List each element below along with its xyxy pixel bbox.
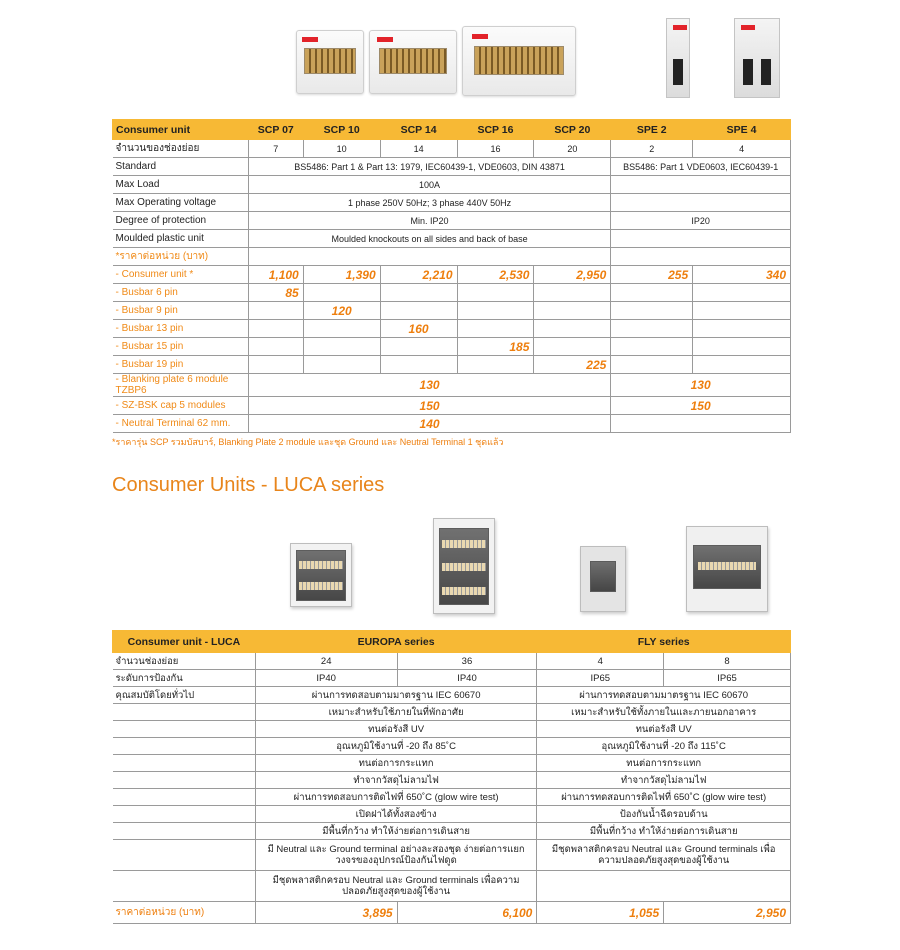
row-label-protection: Degree of protection <box>113 212 249 230</box>
cell: อุณหภูมิใช้งานที่ -20 ถึง 115˚C <box>537 738 791 755</box>
cell: 14 <box>380 140 457 158</box>
cell: เปิดฝาได้ทั้งสองข้าง <box>255 806 537 823</box>
luca-spec-table <box>112 630 791 924</box>
row-label-features: คุณสมบัติโดยทั่วไป <box>113 687 256 704</box>
table-row <box>113 840 791 871</box>
table-row <box>113 230 791 248</box>
price-cell: 6,100 <box>397 902 537 924</box>
cell: IP65 <box>664 670 791 687</box>
cell: เหมาะสำหรับใช้ทั้งภายในและภายนอกอาคาร <box>537 704 791 721</box>
cell <box>248 338 303 356</box>
cell: ผ่านการทดสอบตามมาตรฐาน IEC 60670 <box>255 687 537 704</box>
table-row <box>113 176 791 194</box>
price-cell: 140 <box>248 415 611 433</box>
table-row <box>113 248 791 266</box>
row-label-ways: จำนวนของช่องย่อย <box>113 140 249 158</box>
row-label-busbar13: - Busbar 13 pin <box>113 320 249 338</box>
table-row <box>113 266 791 284</box>
price-cell: 2,210 <box>380 266 457 284</box>
table-row <box>113 902 791 924</box>
table-row <box>113 772 791 789</box>
table-row <box>113 302 791 320</box>
cell <box>113 755 256 772</box>
cell <box>534 320 611 338</box>
cell: Min. IP20 <box>248 212 611 230</box>
cell <box>611 284 693 302</box>
cell: IP65 <box>537 670 664 687</box>
cell <box>534 302 611 320</box>
cell: 10 <box>303 140 380 158</box>
row-label-ways: จำนวนช่องย่อย <box>113 653 256 670</box>
table-row <box>113 721 791 738</box>
price-cell: 2,950 <box>664 902 791 924</box>
cell: 2 <box>611 140 693 158</box>
cell: ป้องกันน้ำฉีดรอบด้าน <box>537 806 791 823</box>
price-cell: 185 <box>457 338 534 356</box>
cell <box>457 302 534 320</box>
row-label-max-load: Max Load <box>113 176 249 194</box>
cell <box>611 356 693 374</box>
cell <box>380 284 457 302</box>
cell: ผ่านการทดสอบการติดไฟที่ 650˚C (glow wire test) <box>537 789 791 806</box>
scp-spec-table <box>112 119 791 433</box>
cell <box>303 284 380 302</box>
cell <box>380 356 457 374</box>
cell: ผ่านการทดสอบตามมาตรฐาน IEC 60670 <box>537 687 791 704</box>
cell: Moulded knockouts on all sides and back of base <box>248 230 611 248</box>
price-cell: 255 <box>611 266 693 284</box>
cell: อุณหภูมิใช้งานที่ -20 ถึง 85˚C <box>255 738 537 755</box>
cell <box>611 176 791 194</box>
row-label-ip: ระดับการป้องกัน <box>113 670 256 687</box>
cell <box>611 248 791 266</box>
cell <box>611 194 791 212</box>
cell <box>457 284 534 302</box>
cell <box>113 721 256 738</box>
cell: 100A <box>248 176 611 194</box>
table-row <box>113 320 791 338</box>
cell: เหมาะสำหรับใช้ภายในที่พักอาศัย <box>255 704 537 721</box>
cell: 16 <box>457 140 534 158</box>
cell <box>303 356 380 374</box>
cell: ทำจากวัสดุไม่ลามไฟ <box>537 772 791 789</box>
cell: ทำจากวัสดุไม่ลามไฟ <box>255 772 537 789</box>
row-label-standard: Standard <box>113 158 249 176</box>
price-cell: 150 <box>248 397 611 415</box>
cell <box>693 320 791 338</box>
row-label-blanking: - Blanking plate 6 module TZBP6 <box>113 374 249 397</box>
row-label-neutral: - Neutral Terminal 62 mm. <box>113 415 249 433</box>
cell: 8 <box>664 653 791 670</box>
header-scp20: SCP 20 <box>534 120 611 140</box>
cell <box>113 840 256 871</box>
section-title: Consumer Units - LUCA series <box>112 474 385 496</box>
header-consumer-unit-luca: Consumer unit - LUCA <box>113 631 256 653</box>
cell <box>113 823 256 840</box>
cell <box>534 338 611 356</box>
product-image-fly-8 <box>686 526 768 612</box>
table-row <box>113 194 791 212</box>
header-spe4: SPE 4 <box>693 120 791 140</box>
cell: ผ่านการทดสอบการติดไฟที่ 650˚C (glow wire test) <box>255 789 537 806</box>
price-cell: 1,055 <box>537 902 664 924</box>
cell: มีพื้นที่กว้าง ทำให้ง่ายต่อการเดินสาย <box>537 823 791 840</box>
header-europa: EUROPA series <box>255 631 537 653</box>
cell <box>303 320 380 338</box>
product-image-scp14 <box>462 26 576 96</box>
row-label-consumer-unit-price: - Consumer unit * <box>113 266 249 284</box>
table-row <box>113 284 791 302</box>
row-label-price: ราคาต่อหน่วย (บาท) <box>113 902 256 924</box>
cell: BS5486: Part 1 VDE0603, IEC60439-1 <box>611 158 791 176</box>
header-fly: FLY series <box>537 631 791 653</box>
header-scp16: SCP 16 <box>457 120 534 140</box>
cell <box>537 871 791 902</box>
cell <box>380 338 457 356</box>
cell <box>534 284 611 302</box>
product-image-spe4 <box>734 18 780 98</box>
price-cell: 1,390 <box>303 266 380 284</box>
cell <box>113 806 256 823</box>
cell <box>113 704 256 721</box>
price-cell: 340 <box>693 266 791 284</box>
cell: มีพื้นที่กว้าง ทำให้ง่ายต่อการเดินสาย <box>255 823 537 840</box>
price-cell: 130 <box>611 374 791 397</box>
table-row <box>113 789 791 806</box>
cell: ทนต่อรังสี UV <box>255 721 537 738</box>
price-cell: 85 <box>248 284 303 302</box>
cell <box>113 772 256 789</box>
cell <box>693 356 791 374</box>
cell <box>611 338 693 356</box>
cell <box>611 302 693 320</box>
cell <box>248 248 611 266</box>
cell <box>248 356 303 374</box>
price-cell: 160 <box>380 320 457 338</box>
header-scp07: SCP 07 <box>248 120 303 140</box>
row-label-max-voltage: Max Operating voltage <box>113 194 249 212</box>
table-row <box>113 670 791 687</box>
header-scp10: SCP 10 <box>303 120 380 140</box>
price-title: *ราคาต่อหน่วย (บาท) <box>113 248 249 266</box>
product-image-fly-4 <box>580 546 626 612</box>
table-row <box>113 415 791 433</box>
cell: ทนต่อรังสี UV <box>537 721 791 738</box>
table-row <box>113 823 791 840</box>
cell: IP20 <box>611 212 791 230</box>
table-row <box>113 755 791 772</box>
cell <box>113 789 256 806</box>
table-row <box>113 212 791 230</box>
cell: IP40 <box>397 670 537 687</box>
price-cell: 120 <box>303 302 380 320</box>
table-row <box>113 704 791 721</box>
cell <box>693 284 791 302</box>
table-row <box>113 338 791 356</box>
price-footnote: *ราคารุ่น SCP รวมบัสบาร์, Blanking Plate 2 module และชุด Ground และ Neutral Terminal 1 ชุดแล้ว <box>112 437 504 447</box>
row-label-busbar6: - Busbar 6 pin <box>113 284 249 302</box>
table-row <box>113 871 791 902</box>
price-cell: 3,895 <box>255 902 397 924</box>
cell: 24 <box>255 653 397 670</box>
table-row <box>113 397 791 415</box>
price-cell: 150 <box>611 397 791 415</box>
row-label-busbar9: - Busbar 9 pin <box>113 302 249 320</box>
product-image-scp10 <box>369 30 457 94</box>
cell <box>457 320 534 338</box>
cell: 20 <box>534 140 611 158</box>
price-cell: 130 <box>248 374 611 397</box>
cell: BS5486: Part 1 & Part 13: 1979, IEC60439-1, VDE0603, DIN 43871 <box>248 158 611 176</box>
table-row <box>113 374 791 397</box>
table-row <box>113 140 791 158</box>
product-image-scp07 <box>296 30 364 94</box>
cell: 1 phase 250V 50Hz; 3 phase 440V 50Hz <box>248 194 611 212</box>
cell: มีชุดพลาสติกครอบ Neutral และ Ground terminals เพื่อความปลอดภัยสูงสุดของผู้ใช้งาน <box>537 840 791 871</box>
table-row <box>113 158 791 176</box>
row-label-szbsk: - SZ-BSK cap 5 modules <box>113 397 249 415</box>
table-row <box>113 687 791 704</box>
cell <box>303 338 380 356</box>
cell <box>113 871 256 902</box>
header-scp14: SCP 14 <box>380 120 457 140</box>
product-image-spe2 <box>666 18 690 98</box>
price-cell: 2,950 <box>534 266 611 284</box>
cell: ทนต่อการกระแทก <box>537 755 791 772</box>
header-consumer-unit: Consumer unit <box>113 120 249 140</box>
product-image-europa-24 <box>290 543 352 607</box>
cell <box>457 356 534 374</box>
row-label-moulded: Moulded plastic unit <box>113 230 249 248</box>
table-row <box>113 738 791 755</box>
cell <box>380 302 457 320</box>
table-row <box>113 356 791 374</box>
cell <box>611 320 693 338</box>
cell <box>611 415 791 433</box>
cell <box>248 320 303 338</box>
cell <box>611 230 791 248</box>
cell <box>693 338 791 356</box>
table-row <box>113 806 791 823</box>
cell: 7 <box>248 140 303 158</box>
cell: ทนต่อการกระแทก <box>255 755 537 772</box>
row-label-busbar15: - Busbar 15 pin <box>113 338 249 356</box>
cell: 4 <box>537 653 664 670</box>
price-cell: 225 <box>534 356 611 374</box>
price-cell: 1,100 <box>248 266 303 284</box>
cell: มี Neutral และ Ground terminal อย่างละสองชุด ง่ายต่อการแยกวงจรของอุปกรณ์ป้องกันไฟดูด <box>255 840 537 871</box>
price-cell: 2,530 <box>457 266 534 284</box>
cell <box>113 738 256 755</box>
row-label-busbar19: - Busbar 19 pin <box>113 356 249 374</box>
cell: IP40 <box>255 670 397 687</box>
cell: 36 <box>397 653 537 670</box>
product-image-europa-36 <box>433 518 495 614</box>
header-spe2: SPE 2 <box>611 120 693 140</box>
cell: มีชุดพลาสติกครอบ Neutral และ Ground terminals เพื่อความปลอดภัยสูงสุดของผู้ใช้งาน <box>255 871 537 902</box>
cell <box>693 302 791 320</box>
cell: 4 <box>693 140 791 158</box>
cell <box>248 302 303 320</box>
table-row <box>113 653 791 670</box>
